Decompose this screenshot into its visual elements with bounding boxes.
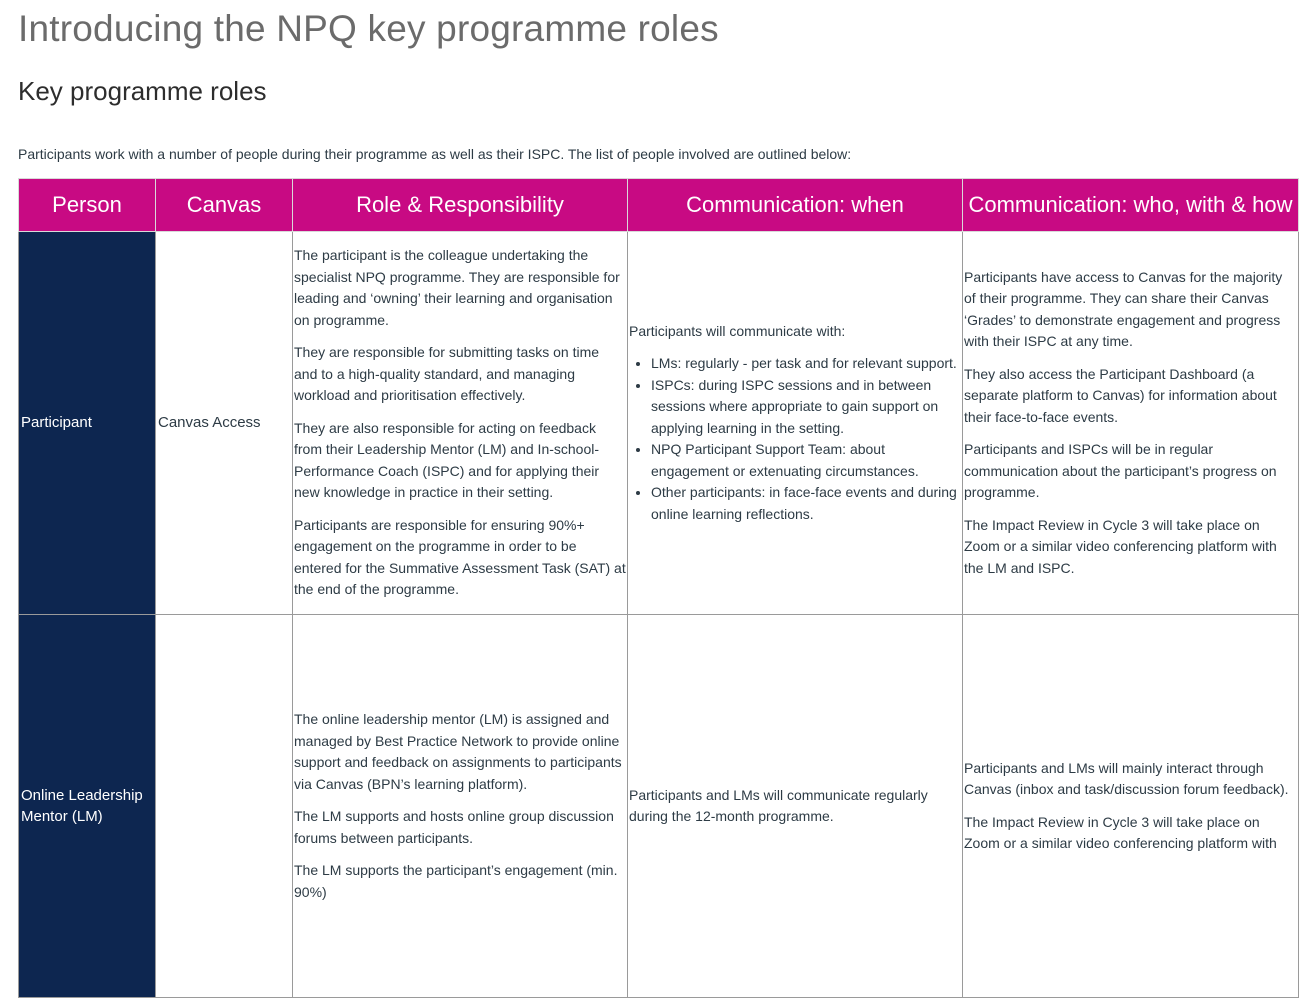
how-cell (963, 615, 1299, 998)
role-paragraph: The LM supports the participant’s engagement (min. 90%) (294, 862, 618, 900)
role-cell (293, 615, 628, 998)
section-title: Key programme roles (18, 76, 267, 106)
role-paragraph: The LM supports and hosts online group discussion forums between participants. (294, 808, 614, 846)
how-cell (963, 232, 1299, 615)
role-paragraph: The participant is the colleague undertaking the specialist NPQ programme. They are responsible for leading and ‘owning’ their learning and organisation on programme. (294, 247, 620, 328)
header-how: Communication: who, with & how (963, 179, 1299, 232)
when-list (629, 353, 961, 525)
list-item: • ISPCs: during ISPC sessions and in between sessions where appropriate to gain support on applying learning in the setting. (651, 375, 961, 440)
table-header-row (19, 179, 1299, 232)
list-item: • NPQ Participant Support Team: about engagement or extenuating circumstances. (651, 439, 961, 482)
page-title: Introducing the NPQ key programme roles (18, 8, 719, 49)
role-cell (293, 232, 628, 615)
when-intro: Participants and LMs will communicate regularly during the 12-month programme. (629, 786, 928, 824)
how-paragraph: They also access the Participant Dashboard (a separate platform to Canvas) for information about their face-to-face events. (964, 365, 1277, 425)
header-canvas: Canvas (156, 179, 293, 232)
how-paragraph: The Impact Review in Cycle 3 will take place on Zoom or a similar video conferencing platform with (964, 813, 1277, 851)
how-paragraph: The Impact Review in Cycle 3 will take place on Zoom or a similar video conferencing platform with the LM and ISPC. (964, 516, 1277, 576)
list-item: • Other participants: in face-face events and during online learning reflections. (651, 482, 961, 525)
how-paragraph: Participants and ISPCs will be in regular communication about the participant’s progress on programme. (964, 441, 1277, 501)
role-paragraph: They are also responsible for acting on feedback from their Leadership Mentor (LM) and In-school-Performance Coach (ISPC) and for applying their new knowledge in practice in their setting. (294, 419, 600, 501)
list-item: • LMs: regularly - per task and for relevant support. (651, 353, 961, 375)
when-intro: Participants will communicate with: (629, 322, 846, 339)
intro-text: Participants work with a number of people during their programme as well as their ISPC. The list of people involved are outlined below: (18, 146, 852, 162)
table-row (19, 615, 1299, 998)
role-paragraph: Participants are responsible for ensuring 90%+ engagement on the programme in order to be entered for the Summative Assessment Task (SAT) at the end of the programme. (294, 516, 626, 598)
table-row (19, 232, 1299, 615)
how-paragraph: Participants and LMs will mainly interact through Canvas (inbox and task/discussion forum feedback). (964, 759, 1289, 797)
header-when: Communication: when (628, 179, 963, 232)
how-paragraph: Participants have access to Canvas for the majority of their programme. They can share their Canvas ‘Grades’ to demonstrate engagement and progress with their ISPC at any time. (964, 268, 1283, 350)
header-role: Role & Responsibility (293, 179, 628, 232)
role-paragraph: The online leadership mentor (LM) is assigned and managed by Best Practice Network to provide online support and feedback on assignments to participants via Canvas (BPN’s learning platform). (294, 711, 622, 792)
header-person: Person (19, 179, 156, 232)
canvas-cell: Canvas Access (156, 232, 293, 615)
person-cell: Online Leadership Mentor (LM) (19, 615, 156, 998)
canvas-cell (156, 615, 293, 998)
when-cell (628, 615, 963, 998)
person-cell: Participant (19, 232, 156, 615)
role-paragraph: They are responsible for submitting tasks on time and to a high-quality standard, and managing workload and prioritisation effectively. (294, 344, 600, 404)
when-cell (628, 232, 963, 615)
roles-table (18, 178, 1299, 998)
